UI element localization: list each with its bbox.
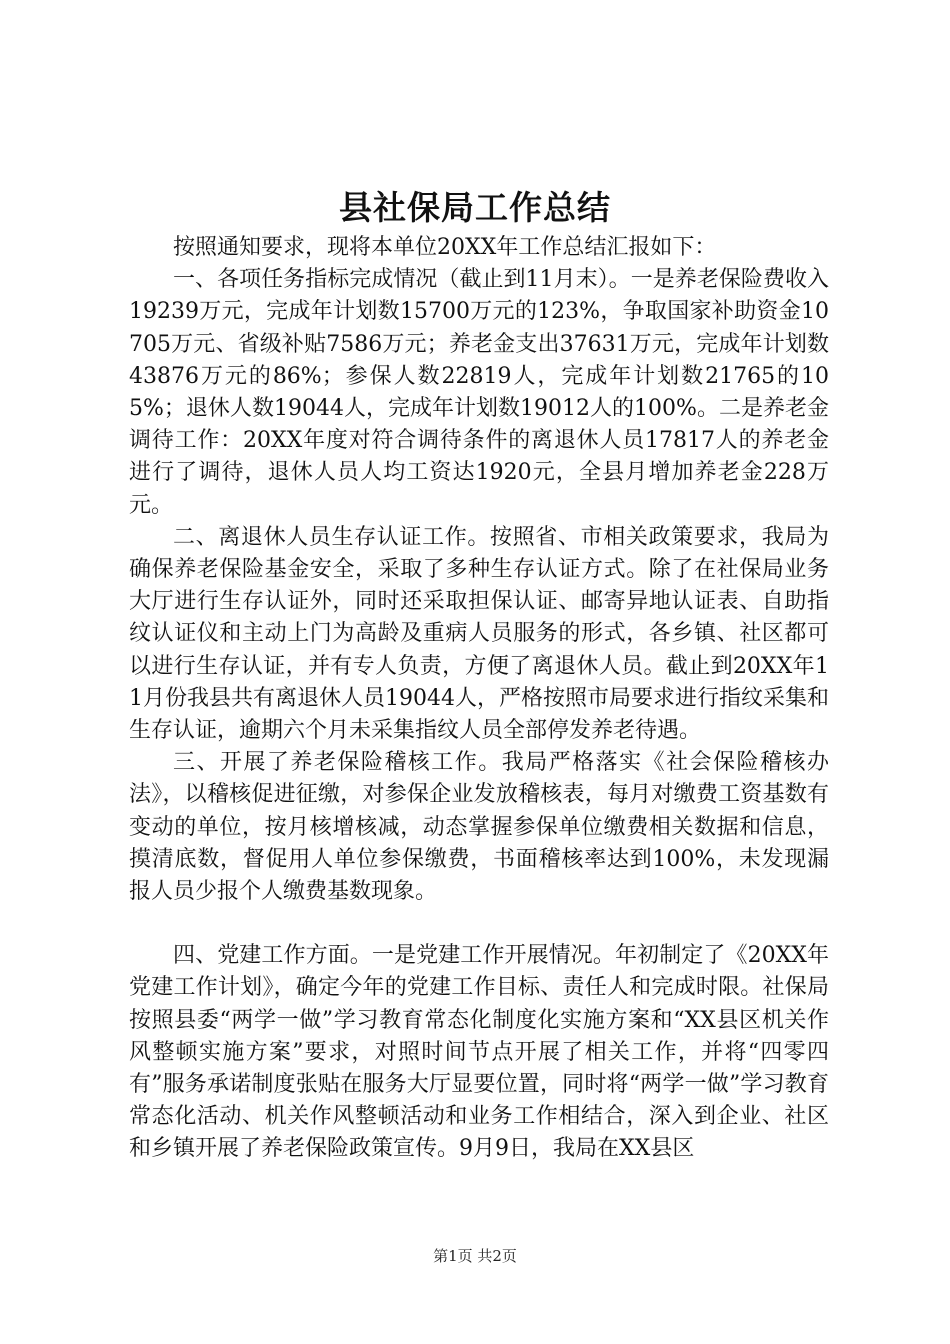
section-two-paragraph: 二、离退休人员生存认证工作。按照省、市相关政策要求，我局为确保养老保险基金安全，采取了多种生存认证方式。除了在社保局业务大厅进行生存认证外，同时还采取担保认证、邮寄异地认证表、自助指纹认证仪和主动上门为高龄及重病人员服务的形式，各乡镇、社区都可以进行生存认证，并有专人负责，方便了离退休人员。截止到20XX年11月份我县共有离退休人员19044人，严格按照市局要求进行指纹采集和生存认证，逾期六个月未采集指纹人员全部停发养老待遇。 xyxy=(129,524,829,744)
document-body xyxy=(129,232,829,1166)
section-three-paragraph: 三、开展了养老保险稽核工作。我局严格落实《社会保险稽核办法》，以稽核促进征缴，对参保企业发放稽核表，每月对缴费工资基数有变动的单位，按月核增核减，动态掌握参保单位缴费相关数据和信息，摸清底数，督促用人单位参保缴费，书面稽核率达到100%，未发现漏报人员少报个人缴费基数现象。 xyxy=(129,750,829,905)
section-four-paragraph: 四、党建工作方面。一是党建工作开展情况。年初制定了《20XX年党建工作计划》，确定今年的党建工作目标、责任人和完成时限。社保局按照县委“两学一做”学习教育常态化制度化实施方案和“XX县区机关作风整顿实施方案”要求，对照时间节点开展了相关工作，并将“四零四有”服务承诺制度张贴在服务大厅显要位置，同时将“两学一做”学习教育常态化活动、机关作风整顿活动和业务工作相结合，深入到企业、社区和乡镇开展了养老保险政策宣传。9月9日，我局在XX县区 xyxy=(129,943,829,1162)
intro-paragraph: 按照通知要求，现将本单位20XX年工作总结汇报如下： xyxy=(173,235,717,260)
section-one-paragraph: 一、各项任务指标完成情况（截止到11月末）。一是养老保险费收入19239万元，完成年计划数15700万元的123%，争取国家补助资金10705万元、省级补贴7586万元；养老金支出37631万元，完成年计划数43876万元的86%；参保人数22819人，完成年计划数21765的105%；退休人数19044人，完成年计划数19012人的100%。二是养老金调待工作：20XX年度对符合调待条件的离退休人员17817人的养老金进行了调待，退休人员人均工资达1920元，全县月增加养老金228万元。 xyxy=(129,267,829,518)
document-title: 县社保局工作总结 xyxy=(339,188,611,227)
page-number-footer: 第1页 共2页 xyxy=(433,1247,517,1265)
